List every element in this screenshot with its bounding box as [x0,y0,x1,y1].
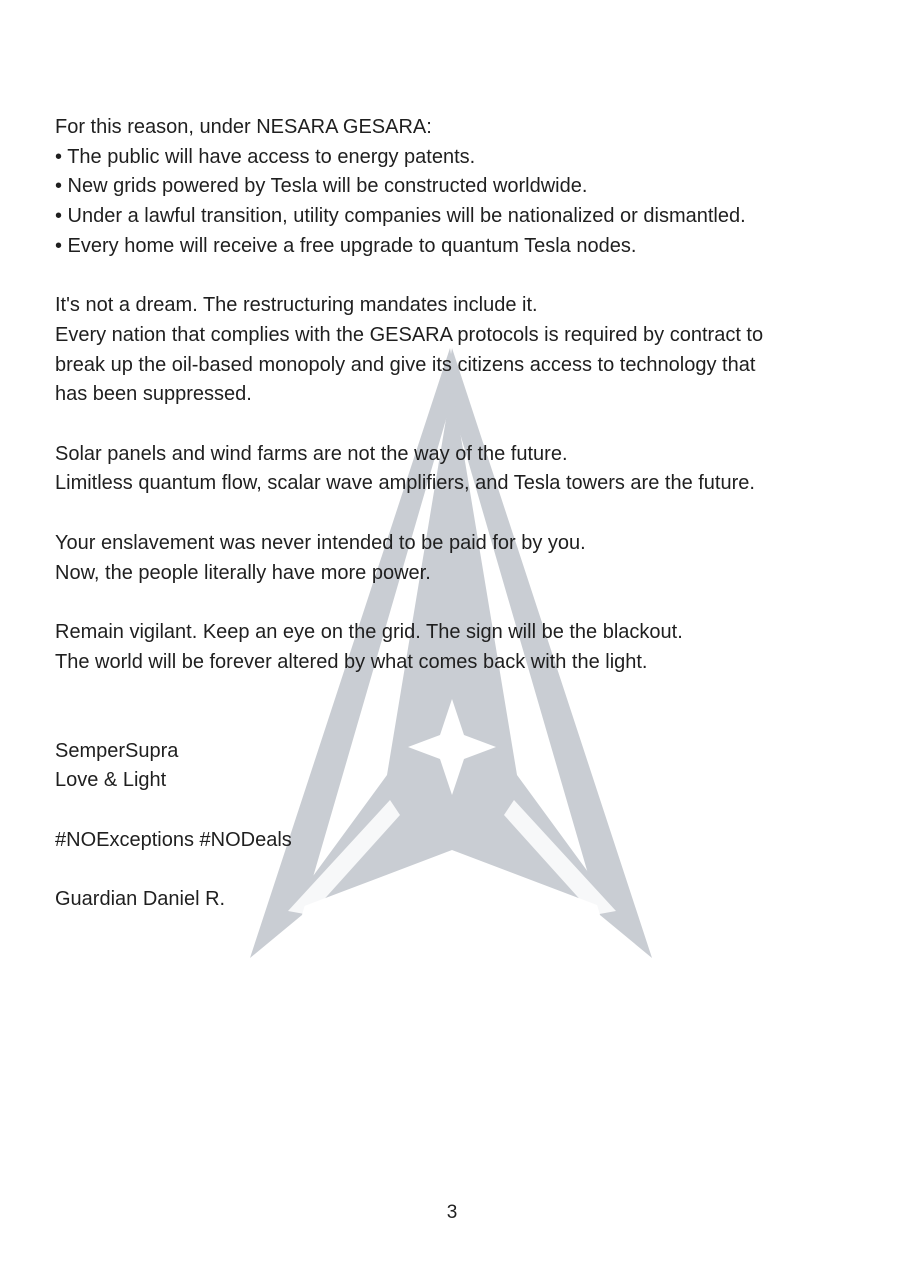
text-line: • The public will have access to energy patents. [55,145,476,168]
text-line: • Every home will receive a free upgrade to quantum Tesla nodes. [55,234,637,257]
text-line: Love & Light [55,769,167,792]
text-line: has been suppressed. [55,383,252,406]
text-line: Your enslavement was never intended to be paid for by you. [55,531,586,554]
paragraph [55,440,885,499]
paragraph [55,618,885,677]
paragraph [55,113,885,262]
paragraph [55,291,885,410]
text-line: Now, the people literally have more power. [55,561,431,584]
text-line: SemperSupra [55,739,179,762]
paragraph [55,737,885,796]
text-line: Every nation that complies with the GESARA protocols is required by contract to [55,323,764,346]
text-line: It's not a dream. The restructuring mandates include it. [55,294,538,317]
paragraph [55,529,885,588]
paragraph [55,885,885,915]
text-line: For this reason, under NESARA GESARA: [55,116,432,138]
text-content [55,113,885,915]
text-line: Guardian Daniel R. [55,888,226,911]
text-line: break up the oil-based monopoly and give its citizens access to technology that [55,353,756,376]
text-line: • Under a lawful transition, utility companies will be nationalized or dismantled. [55,205,746,228]
text-line: #NOExceptions #NODeals [55,828,292,851]
text-line: • New grids powered by Tesla will be constructed worldwide. [55,175,588,198]
text-line: The world will be forever altered by what comes back with the light. [55,650,648,673]
page-number: 3 [446,1202,458,1223]
text-line: Limitless quantum flow, scalar wave amplifiers, and Tesla towers are the future. [55,472,755,495]
text-line: Solar panels and wind farms are not the way of the future. [55,442,568,465]
text-line: Remain vigilant. Keep an eye on the grid. The sign will be the blackout. [55,620,683,643]
paragraph [55,826,885,856]
